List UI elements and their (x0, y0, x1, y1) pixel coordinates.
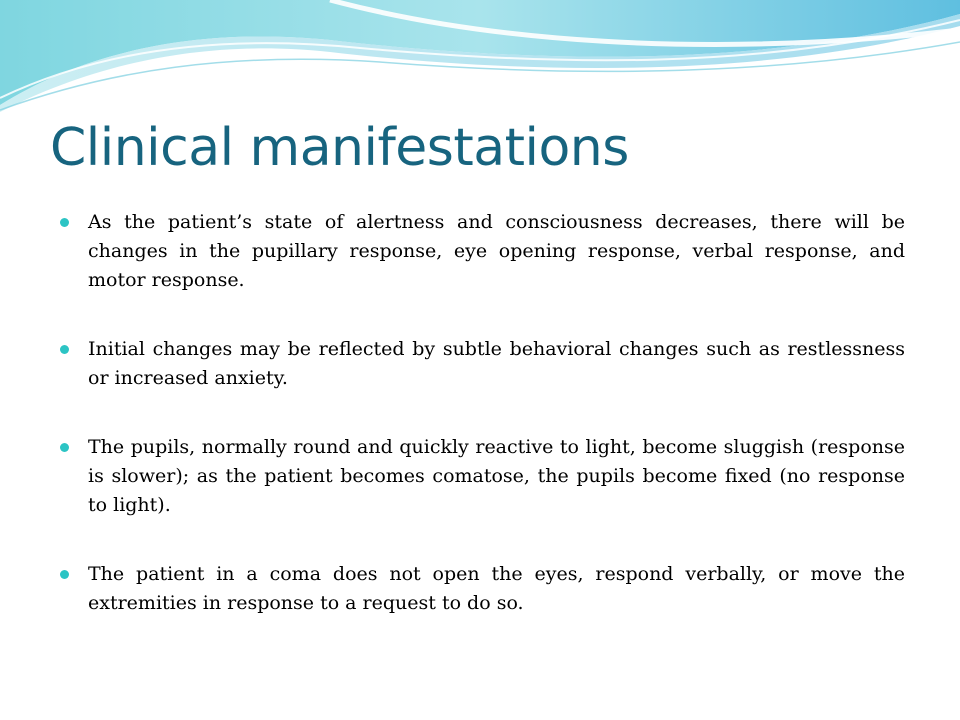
bullet-text: Initial changes may be reflected by subtle behavioral changes such as restlessness or increased anxiety. (88, 338, 905, 389)
bullet-dot-icon (60, 218, 69, 227)
bullet-text: The pupils, normally round and quickly reactive to light, become sluggish (response is slower); as the patient becomes comatose, the pupils become fixed (no response to light). (88, 436, 905, 516)
header-wave-decoration (0, 0, 960, 120)
slide-title: Clinical manifestations (50, 118, 629, 178)
bullet-dot-icon (60, 345, 69, 354)
bullet-item (60, 208, 905, 295)
bullet-text: The patient in a coma does not open the eyes, respond verbally, or move the extremities in response to a request to do so. (88, 563, 905, 614)
bullet-text: As the patient’s state of alertness and consciousness decreases, there will be changes in the pupillary response, eye opening response, verbal response, and motor response. (88, 211, 905, 291)
bullet-item (60, 560, 905, 618)
bullet-item (60, 433, 905, 520)
bullet-item (60, 335, 905, 393)
bullet-list (60, 208, 905, 658)
bullet-dot-icon (60, 443, 69, 452)
bullet-dot-icon (60, 570, 69, 579)
